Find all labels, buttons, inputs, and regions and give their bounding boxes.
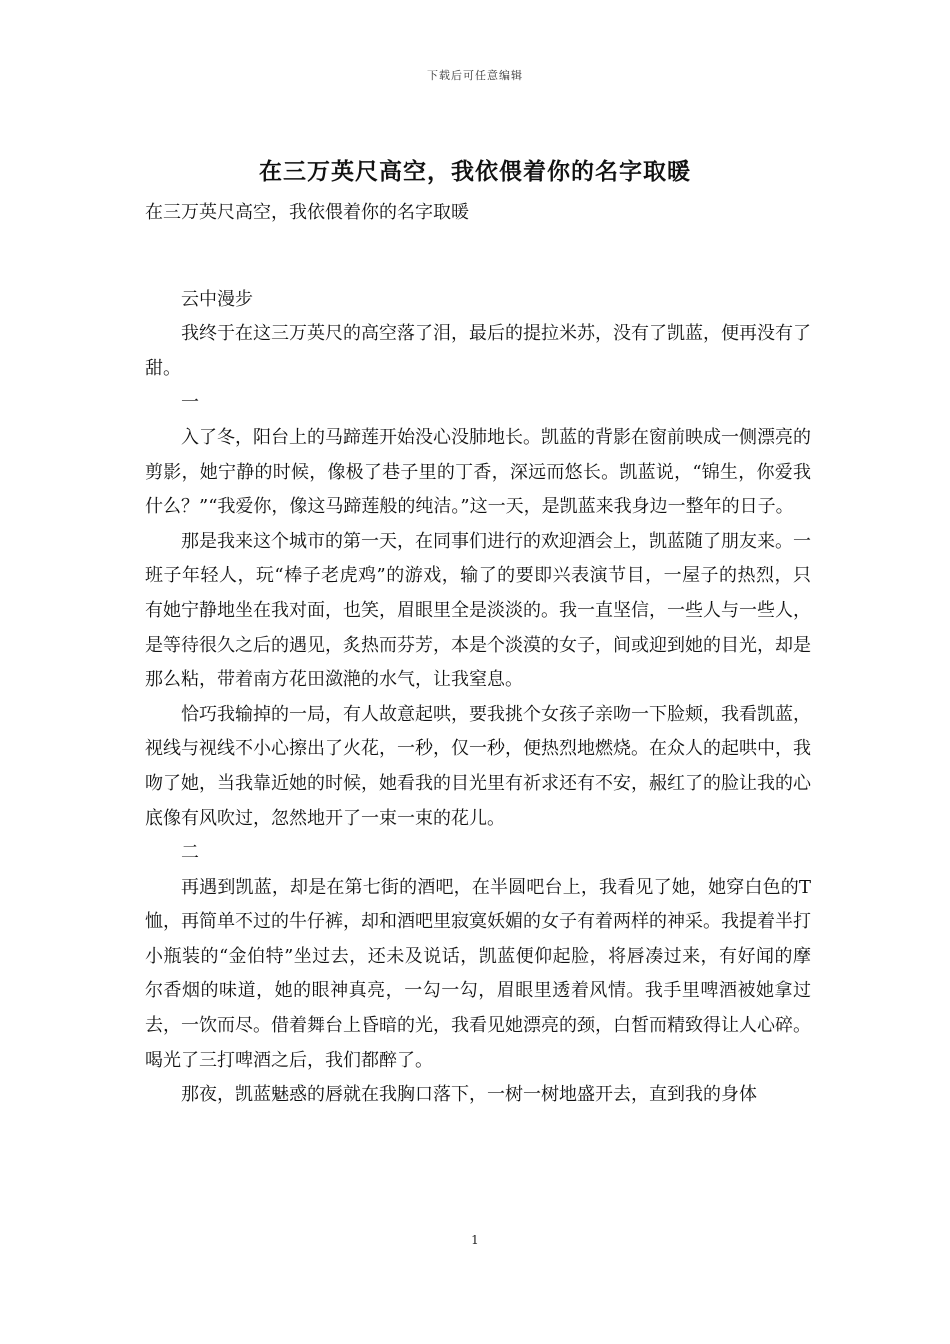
section-heading-one: 一 xyxy=(181,392,199,414)
author-line: 云中漫步 xyxy=(181,288,253,310)
page-number: 1 xyxy=(471,1233,479,1247)
paragraph: 入了冬，阳台上的马蹄莲开始没心没肺地长。凯蓝的背影在窗前映成一侧漂亮的剪影，她宁静的时候，像极了巷子里的丁香，深远而悠长。凯蓝说，“锦生，你爱我什么？”“我爱你，像这马蹄莲般的纯洁。”这一天，是凯蓝来我身边一整年的日子。 xyxy=(145,426,811,518)
document-title: 在三万英尺高空，我依偎着你的名字取暖 xyxy=(259,158,691,185)
paragraph: 恰巧我输掉的一局，有人故意起哄，要我挑个女孩子亲吻一下脸颊，我看凯蓝，视线与视线不小心擦出了火花，一秒，仅一秒，便热烈地燃烧。在众人的起哄中，我吻了她，当我靠近她的时候，她看我的目光里有祈求还有不安，赧红了的脸让我的心底像有风吹过，忽然地开了一束一束的花儿。 xyxy=(145,703,811,829)
paragraph: 再遇到凯蓝，却是在第七街的酒吧，在半圆吧台上，我看见了她，她穿白色的T恤，再简单不过的牛仔裤，却和酒吧里寂寞妖媚的女子有着两样的神采。我提着半打小瓶装的“金伯特”坐过去，还未及说话，凯蓝便仰起脸，将唇凑过来，有好闻的摩尔香烟的味道，她的眼神真亮，一勾一勾，眉眼里透着风情。我手里啤酒被她拿过去，一饮而尽。借着舞台上昏暗的光，我看见她漂亮的颈，白皙而精致得让人心碎。喝光了三打啤酒之后，我们都醉了。 xyxy=(145,876,811,1071)
paragraph: 我终于在这三万英尺的高空落了泪，最后的提拉米苏，没有了凯蓝，便再没有了甜。 xyxy=(145,323,811,379)
paragraph: 那夜，凯蓝魅惑的唇就在我胸口落下，一树一树地盛开去，直到我的身体 xyxy=(181,1084,757,1106)
blank-line xyxy=(145,231,811,283)
section-heading-two: 二 xyxy=(181,842,199,864)
paragraph: 那是我来这个城市的第一天，在同事们进行的欢迎酒会上，凯蓝随了朋友来。一班子年轻人，玩“棒子老虎鸡”的游戏，输了的要即兴表演节目，一屋子的热烈，只有她宁静地坐在我对面，也笑，眉眼里全是淡淡的。我一直坚信，一些人与一些人，是等待很久之后的遇见，炙热而芬芳，本是个淡漠的女子，间或迎到她的目光，却是那么粘，带着南方花田潋滟的水气，让我窒息。 xyxy=(145,530,811,691)
document-body xyxy=(145,196,811,1113)
page-header: 下载后可任意编辑 xyxy=(427,69,523,82)
subtitle-line: 在三万英尺高空，我依偎着你的名字取暖 xyxy=(145,202,469,223)
